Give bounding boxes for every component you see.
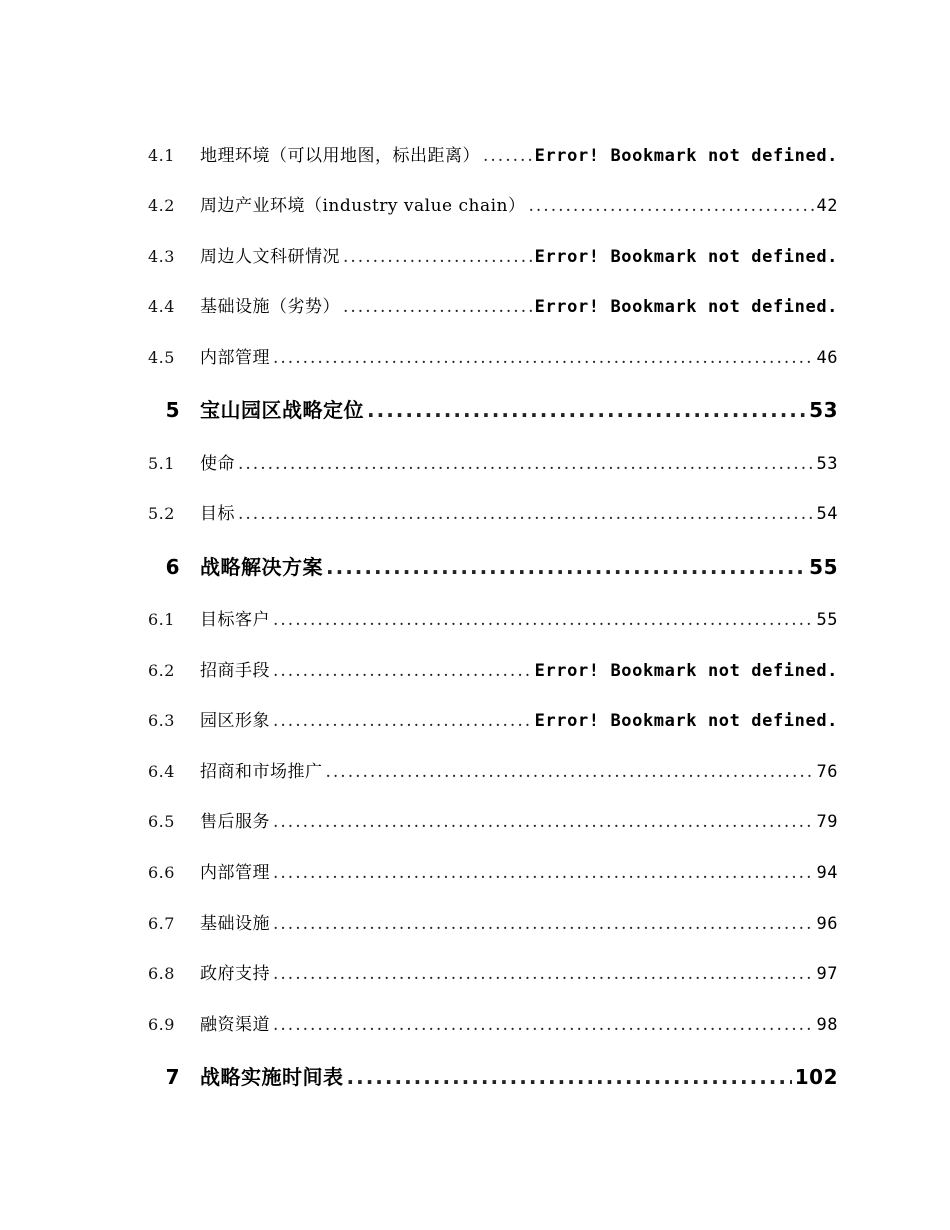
toc-page-number: 94 [816, 863, 838, 883]
toc-entry-6-6[interactable] [148, 858, 838, 883]
toc-title: 基础设施 [200, 914, 270, 934]
toc-title: 宝山园区战略定位 [200, 398, 364, 422]
toc-entry-6-4[interactable] [148, 757, 838, 782]
toc-title: 目标 [200, 504, 235, 524]
toc-dot-leader [343, 297, 532, 317]
toc-page-number: 53 [809, 398, 838, 422]
toc-number: 6.7 [148, 914, 175, 933]
toc-dot-leader [347, 1065, 792, 1089]
toc-page-number: Error! Bookmark not defined. [534, 247, 838, 267]
toc-dot-leader [273, 661, 532, 681]
toc-number: 6.3 [148, 711, 175, 730]
toc-title: 园区形象 [200, 711, 270, 731]
toc-entry-6-5[interactable] [148, 807, 838, 832]
toc-dot-leader [238, 454, 814, 474]
toc-entry-5[interactable] [148, 394, 838, 423]
toc-entry-6-2[interactable] [148, 656, 838, 681]
toc-number: 5.1 [148, 454, 175, 473]
toc-title: 战略实施时间表 [200, 1065, 344, 1089]
toc-page-number: 102 [794, 1065, 838, 1089]
toc-dot-leader [273, 348, 814, 368]
toc-entry-6-8[interactable] [148, 959, 838, 984]
toc-title: 基础设施（劣势） [200, 297, 340, 317]
toc-dot-leader [273, 812, 814, 832]
toc-entry-4-1[interactable] [148, 141, 838, 166]
toc-number: 4.3 [148, 247, 175, 266]
toc-page-number: 98 [816, 1015, 838, 1035]
toc-number: 6.4 [148, 762, 175, 781]
toc-dot-leader [273, 863, 814, 883]
toc-page-number: 97 [816, 964, 838, 984]
toc-dot-leader [273, 914, 814, 934]
toc-page-number: 42 [816, 196, 838, 216]
toc-dot-leader [326, 762, 814, 782]
toc-page-number: 46 [816, 348, 838, 368]
toc-entry-4-4[interactable] [148, 292, 838, 317]
toc-title: 目标客户 [200, 610, 270, 630]
toc-title: 融资渠道 [200, 1015, 270, 1035]
toc-title: 内部管理 [200, 863, 270, 883]
toc-dot-leader [367, 398, 806, 422]
toc-page-number: 96 [816, 914, 838, 934]
toc-number: 4.1 [148, 146, 175, 165]
toc-number: 6.8 [148, 964, 175, 983]
toc-title: 内部管理 [200, 348, 270, 368]
toc-title: 政府支持 [200, 964, 270, 984]
toc-number: 6.9 [148, 1015, 175, 1034]
toc-title: 使命 [200, 454, 235, 474]
toc-dot-leader [238, 504, 814, 524]
toc-title: 战略解决方案 [200, 555, 323, 579]
toc-number: 4.2 [148, 196, 175, 215]
toc-page-number: 53 [816, 454, 838, 474]
toc-number: 5 [165, 398, 180, 422]
toc-dot-leader [273, 964, 814, 984]
toc-number: 5.2 [148, 504, 175, 523]
toc-dot-leader [273, 711, 532, 731]
toc-entry-4-3[interactable] [148, 242, 838, 267]
toc-entry-6[interactable] [148, 551, 838, 580]
toc-entry-7[interactable] [148, 1061, 838, 1090]
toc-number: 6 [165, 555, 180, 579]
toc-title: 周边人文科研情况 [200, 247, 340, 267]
toc-number: 6.6 [148, 863, 175, 882]
toc-entry-4-2[interactable] [148, 191, 838, 216]
toc-entry-6-3[interactable] [148, 706, 838, 731]
toc-dot-leader [273, 1015, 814, 1035]
toc-title: 招商手段 [200, 661, 270, 681]
toc-title: 招商和市场推广 [200, 762, 323, 782]
toc-number: 4.4 [148, 297, 175, 316]
toc-page-number: Error! Bookmark not defined. [534, 146, 838, 166]
toc-title: 周边产业环境（industry value chain） [200, 196, 526, 216]
toc-dot-leader [529, 196, 814, 216]
toc-dot-leader [483, 146, 532, 166]
toc-title: 售后服务 [200, 812, 270, 832]
toc-number: 6.5 [148, 812, 175, 831]
toc-entry-6-9[interactable] [148, 1010, 838, 1035]
toc-entry-5-1[interactable] [148, 449, 838, 474]
toc-page-number: Error! Bookmark not defined. [534, 297, 838, 317]
toc-entry-5-2[interactable] [148, 499, 838, 524]
toc-page-number: 55 [816, 610, 838, 630]
toc-page-number: 54 [816, 504, 838, 524]
toc-page-number: 79 [816, 812, 838, 832]
toc-title: 地理环境（可以用地图，标出距离） [200, 146, 480, 166]
toc-number: 6.2 [148, 661, 175, 680]
toc-page-number: Error! Bookmark not defined. [534, 661, 838, 681]
toc-dot-leader [273, 610, 814, 630]
toc-number: 7 [165, 1065, 180, 1089]
toc-number: 4.5 [148, 348, 175, 367]
toc-page-number: Error! Bookmark not defined. [534, 711, 838, 731]
toc-page-number: 76 [816, 762, 838, 782]
toc-dot-leader [343, 247, 532, 267]
toc-page-number: 55 [809, 555, 838, 579]
toc-number: 6.1 [148, 610, 175, 629]
toc-entry-4-5[interactable] [148, 343, 838, 368]
toc-entry-6-7[interactable] [148, 909, 838, 934]
toc-dot-leader [326, 555, 806, 579]
toc-entry-6-1[interactable] [148, 605, 838, 630]
